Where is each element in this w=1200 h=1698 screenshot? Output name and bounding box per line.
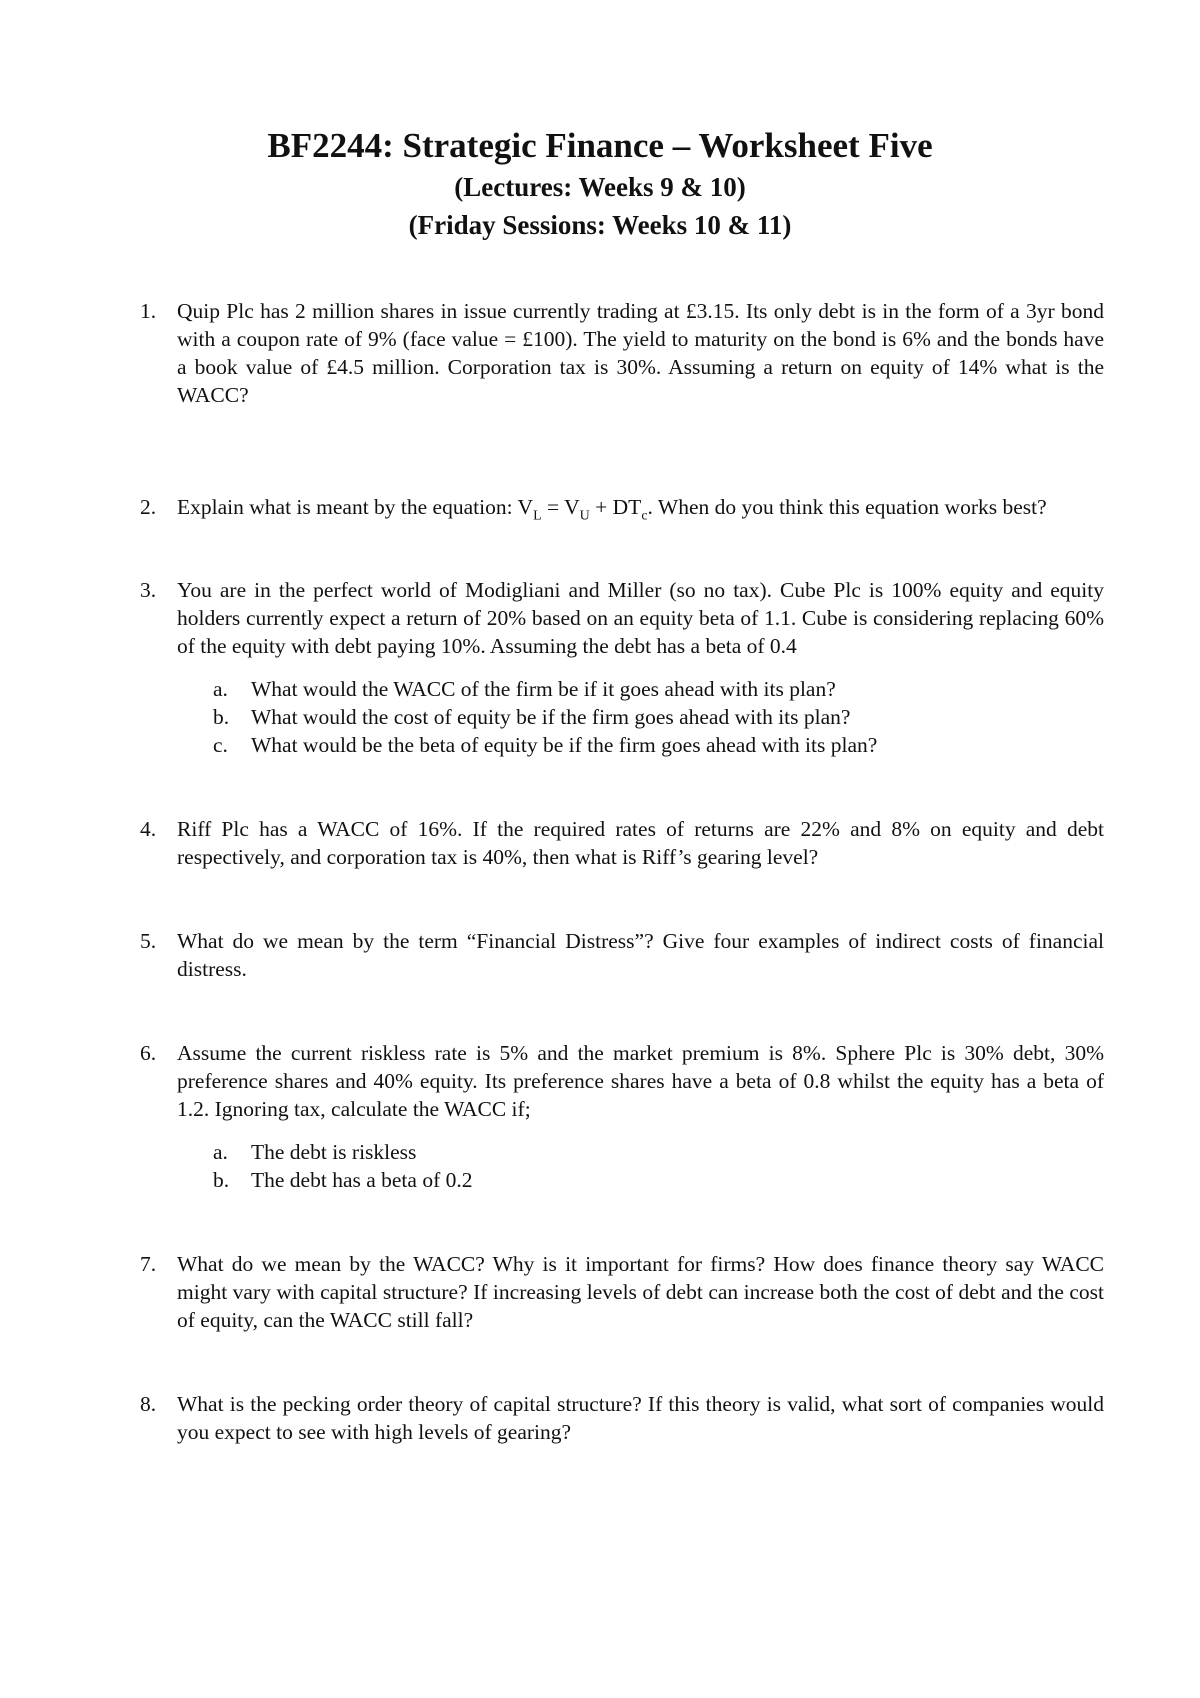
sub-question-label: a. — [213, 677, 228, 701]
sub-question-text: The debt is riskless — [251, 1140, 417, 1164]
subscript-l: L — [533, 508, 542, 524]
sub-question-text: What would the WACC of the firm be if it goes ahead with its plan? — [251, 677, 836, 701]
equation-plus: + DT — [589, 495, 642, 519]
question-8 — [140, 1390, 1104, 1446]
sub-question-b — [177, 703, 1104, 731]
sub-question-text: What would the cost of equity be if the firm goes ahead with its plan? — [251, 705, 851, 729]
question-text: You are in the perfect world of Modigliani and Miller (so no tax). Cube Plc is 100% equity and equity holders currently expect a return of 20% based on an equity beta of 1.1. Cube is considering replacing 60% of the equity with debt paying 10%. Assuming the debt has a beta of 0.4 — [177, 578, 1104, 658]
question-text: Riff Plc has a WACC of 16%. If the required rates of returns are 22% and 8% on equity and debt respectively, and corporation tax is 40%, then what is Riff’s gearing level? — [177, 817, 1104, 869]
sub-question-c — [177, 731, 1104, 759]
question-number: 7. — [140, 1252, 157, 1276]
sub-question-label: b. — [213, 1168, 230, 1192]
question-4 — [140, 815, 1104, 871]
question-text: What do we mean by the term “Financial Distress”? Give four examples of indirect costs of financial distress. — [177, 929, 1104, 981]
sub-question-b — [177, 1166, 1104, 1194]
question-2 — [140, 493, 1104, 524]
sub-question-text: What would be the beta of equity be if the firm goes ahead with its plan? — [251, 733, 878, 757]
question-number: 1. — [140, 299, 157, 323]
question-1 — [140, 297, 1104, 409]
sub-question-a — [177, 675, 1104, 703]
question-text: What is the pecking order theory of capital structure? If this theory is valid, what sort of companies would you expect to see with high levels of gearing? — [177, 1392, 1104, 1444]
question-number: 5. — [140, 929, 157, 953]
question-number: 4. — [140, 817, 157, 841]
question-number: 8. — [140, 1392, 157, 1416]
question-text — [177, 493, 1104, 524]
lectures-subtitle: (Lectures: Weeks 9 & 10) — [454, 172, 746, 202]
question-7 — [140, 1250, 1104, 1334]
subscript-u: U — [579, 508, 590, 524]
sub-question-label: a. — [213, 1140, 228, 1164]
subscript-c: c — [641, 508, 648, 524]
worksheet-title: BF2244: Strategic Finance – Worksheet Five — [267, 126, 933, 165]
sub-question-list — [177, 1138, 1104, 1194]
worksheet-header — [0, 124, 1200, 244]
sub-question-list — [177, 675, 1104, 759]
equation-text-after: . When do you think this equation works best? — [647, 495, 1047, 519]
question-text: Quip Plc has 2 million shares in issue currently trading at £3.15. Its only debt is in the form of a 3yr bond with a coupon rate of 9% (face value = £100). The yield to maturity on the bond is 6% and the bonds have a book value of £4.5 million. Corporation tax is 30%. Assuming a return on equity of 14% what is the WACC? — [177, 299, 1104, 407]
sub-question-label: b. — [213, 705, 230, 729]
question-3 — [140, 576, 1104, 759]
question-list — [140, 297, 1104, 1446]
sub-question-a — [177, 1138, 1104, 1166]
sub-question-label: c. — [213, 733, 228, 757]
sub-question-text: The debt has a beta of 0.2 — [251, 1168, 473, 1192]
question-number: 3. — [140, 578, 157, 602]
equation-text-before: Explain what is meant by the equation: V — [177, 495, 534, 519]
question-text: Assume the current riskless rate is 5% and the market premium is 8%. Sphere Plc is 30% debt, 30% preference shares and 40% equity. Its preference shares have a beta of 0.8 whilst the equity has a beta of 1.2. Ignoring tax, calculate the WACC if; — [177, 1041, 1104, 1121]
question-5 — [140, 927, 1104, 983]
sessions-subtitle: (Friday Sessions: Weeks 10 & 11) — [408, 210, 792, 240]
question-text: What do we mean by the WACC? Why is it important for firms? How does finance theory say WACC might vary with capital structure? If increasing levels of debt can increase both the cost of debt and the cost of equity, can the WACC still fall? — [177, 1252, 1104, 1332]
question-number: 2. — [140, 495, 157, 519]
question-number: 6. — [140, 1041, 157, 1065]
question-6 — [140, 1039, 1104, 1194]
equation-equals: = V — [541, 495, 580, 519]
